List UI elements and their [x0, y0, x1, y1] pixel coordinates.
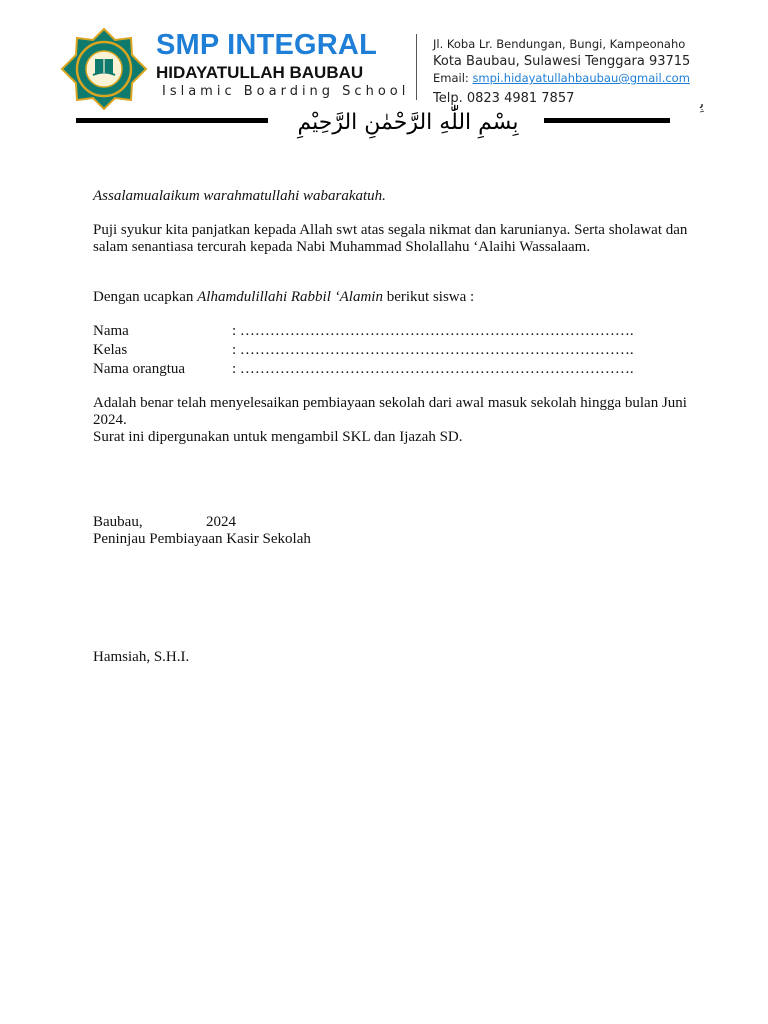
address-line-2: Kota Baubau, Sulawesi Tenggara 93715: [433, 54, 691, 69]
basmalah: بِسْمِ اللّٰهِ الرَّحْمٰنِ الرَّحِيْمِ: [297, 110, 519, 135]
school-subname: HIDAYATULLAH BAUBAU: [156, 63, 364, 82]
greeting: Assalamualaikum warahmatullahi wabarakatuh.: [93, 188, 386, 204]
place: Baubau,: [93, 514, 143, 530]
intro-suffix: berikut siswa :: [382, 289, 475, 305]
stray-mark: ﺑِ: [700, 96, 704, 112]
phone-number: Telp. 0823 4981 7857: [433, 91, 575, 106]
field-label: Kelas: [93, 342, 128, 358]
field-value: : …………………………………………………………………….: [232, 323, 634, 339]
letterhead: [0, 0, 768, 160]
purpose-paragraph: Surat ini dipergunakan untuk mengambil SKL dan Ijazah SD.: [93, 429, 463, 445]
field-row-nama: [93, 323, 713, 340]
signer-title: Peninjau Pembiayaan Kasir Sekolah: [93, 531, 311, 547]
address-line-1: Jl. Koba Lr. Bendungan, Bungi, Kampeonaho: [433, 37, 686, 51]
year: 2024: [206, 514, 236, 530]
intro-line: [93, 289, 713, 306]
school-logo-icon: [60, 28, 148, 110]
contact-info: [433, 36, 690, 107]
opening-paragraph: Puji syukur kita panjatkan kepada Allah swt atas segala nikmat dan karunianya. Serta sholawat dan salam senantiasa tercurah kepada Nabi Muhammad Sholallahu ‘Alaihi Wassalaam.: [93, 222, 688, 255]
school-name: SMP INTEGRAL: [156, 29, 377, 61]
field-value: : …………………………………………………………………….: [232, 342, 634, 358]
field-label: Nama orangtua: [93, 361, 186, 377]
email-link[interactable]: smpi.hidayatullahbaubau@gmail.com: [472, 71, 690, 85]
field-label: Nama: [93, 323, 129, 339]
field-row-nama-orangtua: [93, 361, 713, 378]
header-divider: [416, 34, 417, 100]
field-value: : …………………………………………………………………….: [232, 361, 634, 377]
email-label: Email:: [433, 71, 469, 85]
statement-paragraph: Adalah benar telah menyelesaikan pembiayaan sekolah dari awal masuk sekolah hingga bulan Juni 2024.: [93, 395, 687, 428]
place-date: [93, 514, 713, 531]
email-row: [433, 70, 690, 87]
student-fields: [93, 323, 713, 378]
intro-prefix: Dengan ucapkan: [93, 289, 198, 305]
school-tagline: Islamic Boarding School: [162, 84, 410, 99]
header-rule-left: [76, 118, 268, 123]
field-row-kelas: [93, 342, 713, 359]
intro-italic: Alhamdulillahi Rabbil ‘Alamin: [197, 289, 383, 305]
signer-name: Hamsiah, S.H.I.: [93, 649, 190, 665]
header-rule-right: [544, 118, 670, 123]
letter-body: [93, 188, 713, 666]
